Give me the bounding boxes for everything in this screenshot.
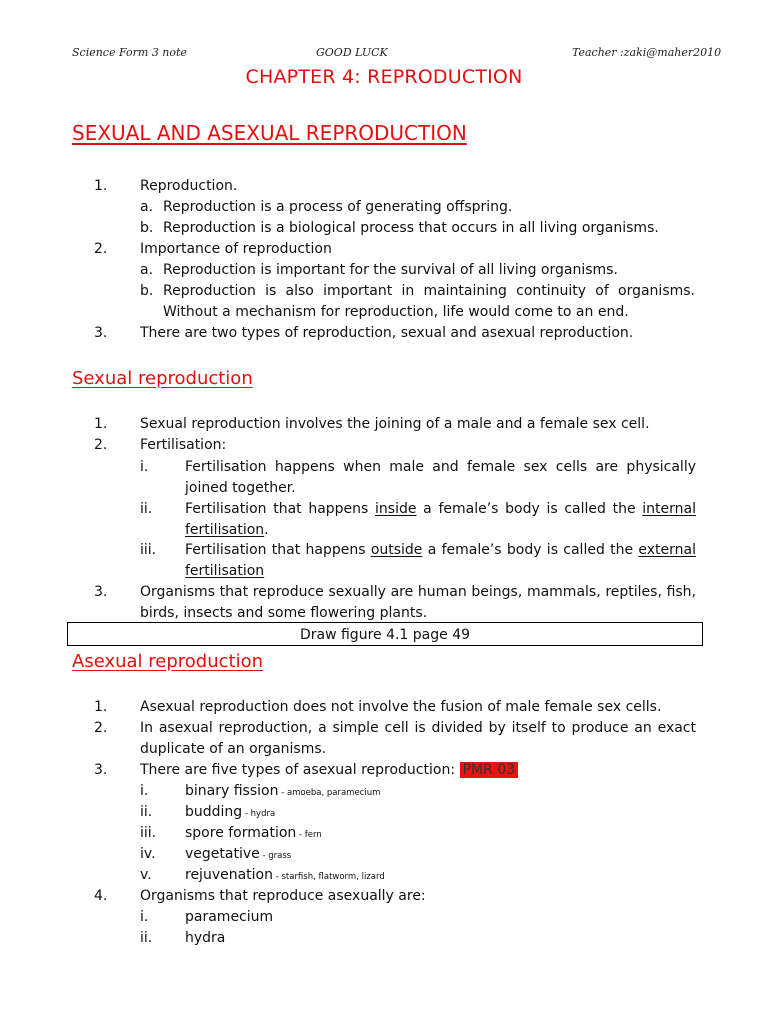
list-roman: i.	[140, 459, 149, 475]
list-roman: i.	[140, 909, 149, 925]
list-item: Fertilisation:	[140, 437, 227, 453]
list-number: 2.	[94, 720, 108, 736]
list-item: spore formation - fern	[185, 825, 322, 841]
list-item: Sexual reproduction involves the joining of a male and a female sex cell.	[140, 416, 650, 432]
list-item: binary fission - amoeba, paramecium	[185, 783, 381, 799]
list-item: Importance of reproduction	[140, 241, 332, 257]
list-item: Reproduction.	[140, 178, 238, 194]
pmr-badge: PMR 03	[460, 762, 519, 778]
list-letter: b.	[140, 220, 154, 236]
list-letter: b.	[140, 283, 154, 299]
list-number: 1.	[94, 178, 108, 194]
list-roman: iii.	[140, 825, 157, 841]
list-item-continued: fertilisation.	[185, 522, 269, 538]
list-item: There are five types of asexual reproduction: PMR 03	[140, 762, 518, 778]
list-roman: iii.	[140, 542, 157, 558]
list-item: rejuvenation - starfish, flatworm, lizard	[185, 867, 385, 883]
section-heading-sexual-asexual: SEXUAL AND ASEXUAL REPRODUCTION	[72, 121, 467, 145]
list-item: Organisms that reproduce asexually are:	[140, 888, 426, 904]
list-item: Reproduction is important for the survival of all living organisms.	[163, 262, 618, 278]
list-roman: ii.	[140, 930, 153, 946]
list-number: 2.	[94, 437, 108, 453]
list-roman: i.	[140, 783, 149, 799]
list-number: 3.	[94, 325, 108, 341]
list-item: Fertilisation happens when male and female sex cells are physically	[185, 459, 696, 475]
list-item: Reproduction is a biological process that occurs in all living organisms.	[163, 220, 659, 236]
list-number: 1.	[94, 699, 108, 715]
list-item: In asexual reproduction, a simple cell is divided by itself to produce an exact	[140, 720, 696, 736]
list-item-continued: birds, insects and some flowering plants.	[140, 605, 428, 621]
list-item: Organisms that reproduce sexually are human beings, mammals, reptiles, fish,	[140, 584, 696, 600]
list-letter: a.	[140, 262, 154, 278]
list-number: 1.	[94, 416, 108, 432]
list-roman: v.	[140, 867, 152, 883]
section-heading-sexual: Sexual reproduction	[72, 368, 253, 389]
list-item-continued: joined together.	[185, 480, 296, 496]
list-number: 2.	[94, 241, 108, 257]
list-item-continued: duplicate of an organisms.	[140, 741, 327, 757]
section-heading-asexual: Asexual reproduction	[72, 651, 263, 672]
list-item: Fertilisation that happens inside a female’s body is called the internal	[185, 501, 696, 517]
list-item: paramecium	[185, 909, 274, 925]
header-center: GOOD LUCK	[316, 46, 388, 59]
draw-figure-box: Draw figure 4.1 page 49	[67, 622, 703, 646]
chapter-title: CHAPTER 4: REPRODUCTION	[245, 66, 523, 88]
list-item: hydra	[185, 930, 226, 946]
list-item: Asexual reproduction does not involve the fusion of male female sex cells.	[140, 699, 662, 715]
list-item: vegetative - grass	[185, 846, 292, 862]
list-item: Reproduction is also important in maintaining continuity of organisms.	[163, 283, 695, 299]
list-roman: iv.	[140, 846, 156, 862]
list-item: There are two types of reproduction, sexual and asexual reproduction.	[140, 325, 634, 341]
list-number: 3.	[94, 584, 108, 600]
list-number: 4.	[94, 888, 108, 904]
list-roman: ii.	[140, 804, 153, 820]
list-item: budding - hydra	[185, 804, 276, 820]
list-letter: a.	[140, 199, 154, 215]
header-right: Teacher :zaki@maher2010	[572, 46, 722, 59]
header-left: Science Form 3 note	[72, 46, 187, 59]
list-item: Reproduction is a process of generating offspring.	[163, 199, 513, 215]
list-number: 3.	[94, 762, 108, 778]
list-roman: ii.	[140, 501, 153, 517]
list-item: Fertilisation that happens outside a female’s body is called the external	[185, 542, 696, 558]
list-item-continued: fertilisation	[185, 563, 265, 579]
list-item-continued: Without a mechanism for reproduction, life would come to an end.	[163, 304, 629, 320]
